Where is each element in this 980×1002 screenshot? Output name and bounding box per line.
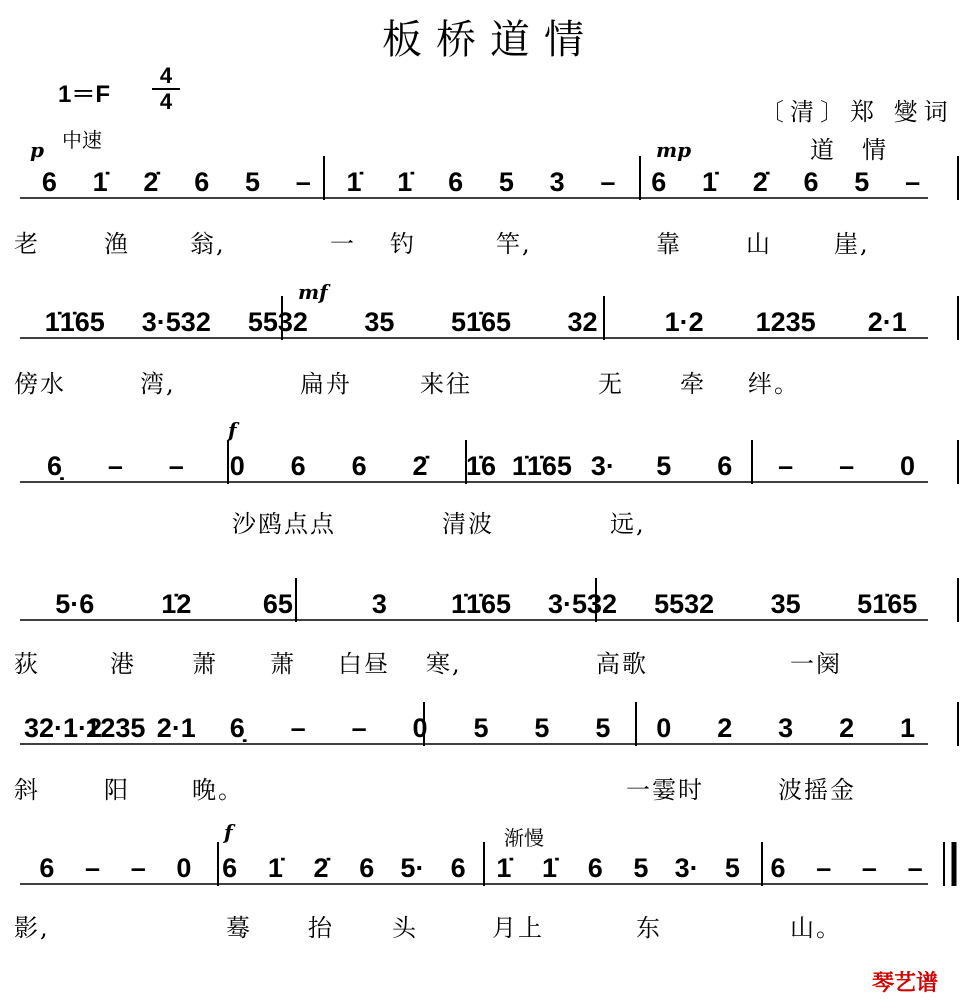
lyric-word: 阳 (104, 776, 130, 804)
note: 6 (770, 853, 786, 883)
lyric-word: 钓 (390, 230, 416, 258)
note: 0 (656, 713, 672, 743)
note: 6 (351, 451, 367, 481)
note: 5532 (654, 589, 715, 619)
lyric-word: 牵 (680, 370, 706, 398)
note: 5532 (247, 307, 308, 337)
lyric-word: 白昼 (338, 650, 390, 678)
lyric-word: 影, (14, 914, 50, 942)
note: 2·1 (156, 713, 196, 743)
note: 5 (498, 167, 514, 197)
note: 2̇ (143, 167, 159, 197)
time-signature-bottom: 4 (159, 89, 173, 114)
dynamic-f: f (228, 418, 237, 442)
note: 6 (587, 853, 603, 883)
note: 2 (839, 713, 855, 743)
lyric-word: 山。 (790, 914, 842, 942)
note: 1̇ (92, 167, 108, 197)
note: – (295, 167, 311, 197)
note: – (861, 853, 877, 883)
note: 3·532 (141, 307, 211, 337)
note: 5 (473, 713, 489, 743)
note: 2 (717, 713, 733, 743)
note: – (778, 451, 794, 481)
dynamic-mf: mf (298, 280, 328, 304)
lyric-word: 头 (392, 914, 418, 942)
note: 2̇ (313, 853, 329, 883)
genre-credit: 道情 (810, 136, 914, 164)
note: 6 (39, 853, 55, 883)
note: 1̇ (701, 167, 717, 197)
lyric-word: 靠 (656, 230, 682, 258)
note: 5 (656, 451, 672, 481)
note: 1̇ (542, 853, 558, 883)
note: 6 (448, 167, 464, 197)
note: 6 (194, 167, 210, 197)
note: 5 (534, 713, 550, 743)
lyric-word: 崖, (834, 230, 870, 258)
note: 35 (770, 589, 801, 619)
note: 32 (567, 307, 598, 337)
lyric-word: 一阕 (790, 650, 842, 678)
note: 0 (176, 853, 192, 883)
note: 2·1 (867, 307, 907, 337)
dynamic-f-2: f (224, 820, 233, 844)
note: 0 (900, 451, 916, 481)
note: – (168, 451, 184, 481)
note: 1 (900, 713, 916, 743)
lyric-word: 月上 (492, 914, 544, 942)
lyric-word: 远, (610, 510, 646, 538)
note: – (600, 167, 616, 197)
note: – (85, 853, 101, 883)
lyric-word: 萧 (192, 650, 218, 678)
dynamic-mp: mp (656, 138, 692, 162)
note: – (907, 853, 923, 883)
note: 1·2 (664, 307, 704, 337)
lyric-word: 清波 (442, 510, 494, 538)
lyric-word: 渔 (104, 230, 130, 258)
note: 6 (450, 853, 466, 883)
note: 1̇ (496, 853, 512, 883)
note: – (839, 451, 855, 481)
note: 1235 (755, 307, 816, 337)
note: 1235 (85, 713, 146, 743)
note: 6 (651, 167, 667, 197)
note: 6 (222, 853, 238, 883)
lyric-word: 高歌 (596, 650, 648, 678)
lyric-word: 傍水 (14, 370, 66, 398)
note: 1̇1̇65 (511, 451, 572, 481)
lyric-word: 扁舟 (300, 370, 352, 398)
lyric-word: 翁, (190, 230, 226, 258)
lyric-word: 山 (746, 230, 772, 258)
note: – (816, 853, 832, 883)
lyric-word: 萧 (270, 650, 296, 678)
note: 0 (412, 713, 428, 743)
note: 32·1·2 (24, 713, 103, 743)
lyric-word: 斜 (14, 776, 40, 804)
note: 3 (549, 167, 565, 197)
note: 51̇65 (450, 307, 512, 337)
note: 1̇ (267, 853, 283, 883)
lyricist-credit: 〔清〕郑 燮词 (760, 98, 954, 126)
note: 6̣ (229, 713, 245, 743)
note: 5 (244, 167, 260, 197)
key-signature: 1＝F (58, 81, 111, 108)
note: 1̇2 (161, 589, 192, 619)
note: 35 (364, 307, 395, 337)
note: 5 (724, 853, 740, 883)
dynamic-p: p (30, 138, 44, 162)
lyric-word: 无 (598, 370, 624, 398)
lyric-word: 荻 (14, 650, 40, 678)
note: – (107, 451, 123, 481)
note: 3· (674, 853, 699, 883)
lyric-word: 港 (110, 650, 136, 678)
time-signature-top: 4 (159, 63, 173, 88)
note: 0 (229, 451, 245, 481)
lyric-word: 一 (330, 230, 356, 258)
note: – (130, 853, 146, 883)
note: 5 (595, 713, 611, 743)
note: 5· (400, 853, 425, 883)
note: 6 (717, 451, 733, 481)
note: 6 (803, 167, 819, 197)
note: 6̣ (46, 451, 62, 481)
note: 1̇ (397, 167, 413, 197)
tempo-change-marking: 渐慢 (504, 826, 544, 850)
note: – (905, 167, 921, 197)
note: 1̇ (346, 167, 362, 197)
note: 6 (41, 167, 57, 197)
lyric-word: 晚。 (192, 776, 244, 804)
note: 3· (590, 451, 615, 481)
note: 2̇ (752, 167, 768, 197)
note: 1̇1̇65 (450, 589, 512, 619)
lyric-word: 湾, (140, 370, 176, 398)
tempo-marking: 中速 (62, 128, 102, 152)
lyric-word: 东 (636, 914, 662, 942)
note: 2̇ (412, 451, 428, 481)
note: 5·6 (55, 589, 95, 619)
lyric-word: 竿, (496, 230, 532, 258)
note: 1̇6 (465, 451, 497, 481)
lyric-word: 老 (14, 230, 40, 258)
note: 3 (371, 589, 387, 619)
note: 3·532 (548, 589, 618, 619)
note: 1̇1̇65 (44, 307, 105, 337)
watermark-logo: 琴艺谱 (872, 971, 939, 996)
lyric-word: 绊。 (748, 370, 800, 398)
lyric-word: 来往 (420, 370, 472, 398)
note: 6 (359, 853, 375, 883)
note: 65 (262, 589, 293, 619)
lyric-word: 抬 (308, 914, 334, 942)
note: 51̇65 (857, 589, 918, 619)
lyric-word: 沙鸥点点 (232, 510, 336, 538)
note: – (290, 713, 306, 743)
note: 5 (854, 167, 870, 197)
lyric-word: 一霎时 (626, 776, 704, 804)
lyric-word: 波摇金 (778, 776, 856, 804)
note: 6 (290, 451, 306, 481)
note: – (351, 713, 367, 743)
note: 5 (633, 853, 649, 883)
page-title: 板桥道情 (382, 17, 598, 63)
lyric-word: 寒, (426, 650, 462, 678)
note: 3 (778, 713, 794, 743)
lyric-word: 蓦 (226, 914, 252, 942)
